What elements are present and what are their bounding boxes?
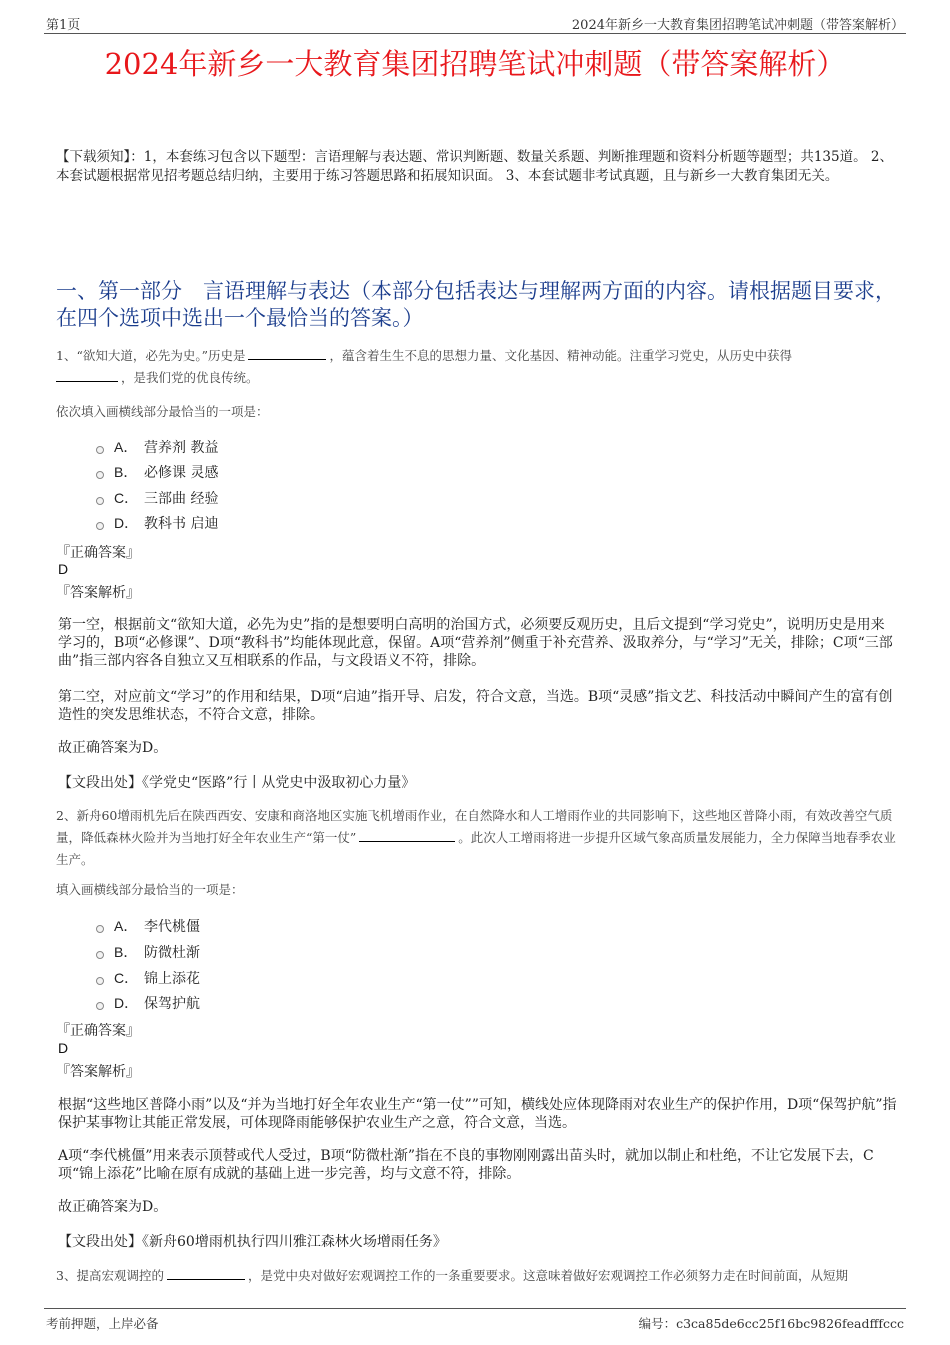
correct-answer-label: 『正确答案』 — [56, 1023, 140, 1039]
question-2-option-c[interactable] — [96, 968, 200, 988]
radio-button[interactable] — [96, 446, 104, 454]
radio-button[interactable] — [96, 951, 104, 959]
option-text: 保驾护航 — [144, 996, 200, 1012]
header-divider — [44, 33, 906, 34]
question-1-text-c: ，是我们党的优良传统。 — [121, 370, 259, 385]
question-1-source: 【文段出处】《学党史“医路”行丨从党史中汲取初心力量》 — [58, 775, 416, 791]
question-1-analysis-1: 第一空，根据前文“欲知大道，必先为史”指的是想要明白高明的治国方式，必须要反观历史，且后文提到“学习党史”，说明历史是用来学习的，B项“必修课”、D项“教科书”均能体现此意，保留。A项“营养剂”侧重于补充营养、汲取养分，与“学习”无关，排除；C项“三部曲”指三部内容各自独立又互相联系的作品，与文段语义不符，排除。 — [58, 617, 893, 669]
option-letter: B． — [114, 944, 138, 960]
question-2-analysis-3: 故正确答案为D。 — [58, 1199, 168, 1215]
option-letter: D． — [114, 995, 139, 1011]
question-1-option-c[interactable] — [96, 488, 218, 508]
option-text: 营养剂 教益 — [144, 440, 219, 456]
option-letter: A． — [114, 439, 138, 455]
running-header-title: 2024年新乡一大教育集团招聘笔试冲刺题（带答案解析） — [571, 18, 904, 33]
radio-button[interactable] — [96, 497, 104, 505]
question-2-text-b: 。此次人工增雨将进一步提升区域气象高质量发展能力，全力保障当地春季农业生产。 — [56, 830, 896, 867]
question-3-text-b: ，是党中央对做好宏观调控工作的一条重要要求。这意味着做好宏观调控工作必须努力走在时间前面，从短期 — [247, 1268, 848, 1283]
question-2-source: 【文段出处】《新舟60增雨机执行四川雅江森林火场增雨任务》 — [58, 1234, 447, 1250]
fill-blank — [359, 827, 455, 842]
option-letter: C． — [114, 490, 139, 506]
analysis-label: 『答案解析』 — [56, 585, 140, 601]
fill-blank — [167, 1265, 245, 1280]
option-text: 必修课 灵感 — [144, 465, 219, 481]
page-number: 第1页 — [46, 18, 81, 33]
question-2-analysis-2: A项“李代桃僵”用来表示顶替或代人受过，B项“防微杜渐”指在不良的事物刚刚露出苗头时，就加以制止和杜绝，不让它发展下去，C项“锦上添花”比喻在原有成就的基础上进一步完善，均与文意不符，排除。 — [58, 1148, 874, 1182]
question-1-analysis-3: 故正确答案为D。 — [58, 740, 168, 756]
question-3-stem — [56, 1265, 906, 1287]
question-1-option-d[interactable] — [96, 513, 218, 533]
option-text: 李代桃僵 — [144, 919, 200, 935]
question-1-option-a[interactable] — [96, 437, 218, 457]
radio-button[interactable] — [96, 1002, 104, 1010]
question-3-text-a: 3、提高宏观调控的 — [56, 1268, 164, 1283]
question-1-answer: D — [58, 561, 69, 577]
option-letter: D． — [114, 515, 139, 531]
radio-button[interactable] — [96, 925, 104, 933]
option-text: 教科书 启迪 — [144, 516, 219, 532]
document-title: 2024年新乡一大教育集团招聘笔试冲刺题（带答案解析） — [104, 47, 846, 81]
question-2-analysis-1: 根据“这些地区普降小雨”以及“并为当地打好全年农业生产“第一仗””可知，横线处应体现降雨对农业生产的保护作用，D项“保驾护航”指保护某事物让其能正常发展，可体现降雨能够保护农业生产之意，符合文意，当选。 — [58, 1097, 897, 1131]
question-1-text-b: ，蕴含着生生不息的思想力量、文化基因、精神动能。注重学习党史，从历史中获得 — [329, 348, 792, 363]
option-text: 防微杜渐 — [144, 945, 200, 961]
question-2-stem — [56, 805, 906, 871]
question-1-stem — [56, 345, 906, 389]
radio-button[interactable] — [96, 977, 104, 985]
radio-button[interactable] — [96, 471, 104, 479]
question-2-option-a[interactable] — [96, 916, 200, 936]
question-2-prompt: 填入画横线部分最恰当的一项是： — [56, 882, 244, 897]
download-notice: 【下载须知】：1，本套练习包含以下题型：言语理解与表达题、常识判断题、数量关系题、判断推理题和资料分析题等题型；共135道。 2、本套试题根据常见招考题总结归纳，主要用于练习答题思路和拓展知识面。 3、本套试题非考试真题，且与新乡一大教育集团无关。 — [56, 149, 893, 184]
question-2-answer: D — [58, 1040, 69, 1056]
footer-document-id: 编号：c3ca85de6cc25f16bc9826feadfffccc — [638, 1316, 904, 1331]
analysis-label: 『答案解析』 — [56, 1064, 140, 1080]
question-2-text-a: 2、新舟60增雨机先后在陕西西安、安康和商洛地区实施飞机增雨作业，在自然降水和人工增雨作业的共同影响下，这些地区普降小雨，有效改善空气质量，降低森林火险并为当地打好全年农业生产“第一仗” — [56, 808, 893, 845]
option-letter: A． — [114, 918, 138, 934]
footer-slogan: 考前押题，上岸必备 — [46, 1316, 159, 1331]
question-1-analysis-2: 第二空，对应前文“学习”的作用和结果，D项“启迪”指开导、启发，符合文意，当选。B项“灵感”指文艺、科技活动中瞬间产生的富有创造性的突发思维状态，不符合文意，排除。 — [58, 689, 893, 723]
radio-button[interactable] — [96, 522, 104, 530]
option-text: 三部曲 经验 — [144, 491, 219, 507]
question-1-prompt: 依次填入画横线部分最恰当的一项是： — [56, 404, 269, 419]
option-letter: C． — [114, 970, 139, 986]
question-1-option-b[interactable] — [96, 462, 218, 482]
footer-divider — [44, 1308, 906, 1309]
section-heading: 一、第一部分 言语理解与表达（本部分包括表达与理解两方面的内容。请根据题目要求，在四个选项中选出一个最恰当的答案。） — [56, 279, 896, 330]
correct-answer-label: 『正确答案』 — [56, 545, 140, 561]
fill-blank — [56, 367, 118, 382]
question-2-option-d[interactable] — [96, 993, 200, 1013]
option-text: 锦上添花 — [144, 971, 200, 987]
option-letter: B． — [114, 464, 138, 480]
question-1-text-a: 1、“欲知大道，必先为史。”历史是 — [56, 348, 246, 363]
question-2-option-b[interactable] — [96, 942, 200, 962]
fill-blank — [248, 345, 326, 360]
